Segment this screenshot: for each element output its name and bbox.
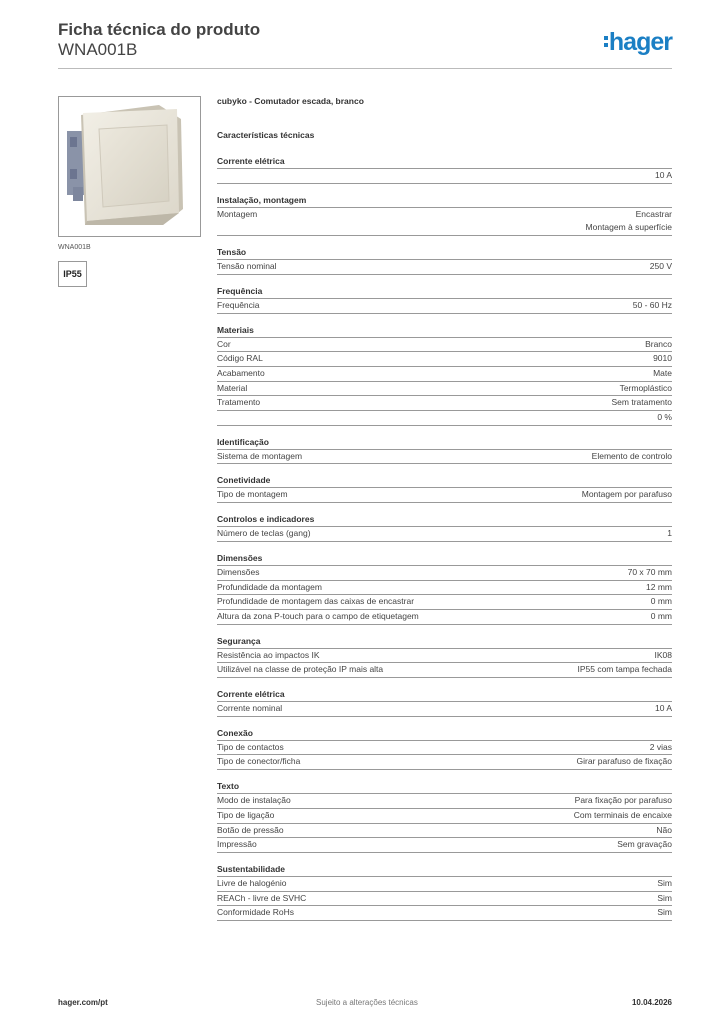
spec-value-line: 12 mm [646,581,672,592]
spec-row [217,892,672,907]
spec-value-line: 250 V [649,261,672,272]
spec-label: Utilizável na classe de proteção IP mais alta [217,664,384,675]
spec-label: Impressão [217,839,257,850]
spec-value [586,208,672,235]
spec-label: Corrente nominal [217,703,283,714]
spec-label: Acabamento [217,367,265,378]
spec-value-line: Sim [657,892,672,903]
section-title: Conetividade [217,475,672,488]
logo-dots-icon [604,33,608,50]
header-divider [58,68,672,69]
spec-label: Montagem [217,208,258,219]
spec-value [633,299,672,313]
spec-row [217,838,672,853]
spec-value-line: Mate [653,367,672,378]
footer-notice: Sujeito a alterações técnicas [316,998,418,1007]
spec-label: Profundidade de montagem das caixas de encastrar [217,596,415,607]
tech-characteristics-heading: Características técnicas [217,130,315,140]
spec-sections [217,156,672,921]
spec-value [653,352,672,366]
spec-value [657,411,672,425]
footer-website[interactable]: hager.com/pt [58,998,108,1007]
spec-row [217,906,672,921]
spec-row [217,299,672,314]
image-caption: WNA001B [58,244,91,251]
spec-section [217,553,672,625]
spec-label: Botão de pressão [217,824,284,835]
spec-section [217,156,672,184]
spec-label: Material [217,382,248,393]
spec-value [575,794,672,808]
spec-label: Tipo de ligação [217,809,275,820]
spec-row [217,208,672,236]
section-title: Materiais [217,325,672,338]
spec-value [612,396,672,410]
spec-value [651,610,672,624]
spec-label: Tipo de contactos [217,741,284,752]
spec-row [217,809,672,824]
spec-row [217,396,672,411]
spec-label: Sistema de montagem [217,450,303,461]
spec-value-line: Montagem por parafuso [581,489,672,500]
spec-value [651,595,672,609]
spec-value-line: Com terminais de encaixe [573,809,672,820]
section-title: Instalação, montagem [217,195,672,208]
spec-label: Cor [217,338,231,349]
spec-section [217,195,672,236]
spec-value-line: 0 mm [650,610,672,621]
spec-value-line: 10 A [654,703,672,714]
spec-value-line: 1 [667,528,672,539]
spec-value [592,450,672,464]
spec-label: Modo de instalação [217,795,291,806]
spec-row [217,411,672,426]
spec-value-line: Sim [657,907,672,918]
spec-section [217,514,672,542]
spec-value [577,755,672,769]
section-title: Dimensões [217,553,672,566]
spec-row [217,367,672,382]
spec-row [217,169,672,184]
spec-row [217,649,672,664]
spec-value-line: 2 vias [649,741,672,752]
spec-value [655,702,672,716]
spec-label: Tipo de conector/ficha [217,756,301,767]
spec-value-line: Para fixação por parafuso [574,795,672,806]
spec-value [653,367,672,381]
spec-row [217,450,672,465]
section-title: Controlos e indicadores [217,514,672,527]
spec-row [217,663,672,678]
spec-row [217,877,672,892]
spec-section [217,689,672,717]
spec-section [217,286,672,314]
spec-value-line: Sem tratamento [611,397,672,408]
spec-label: Código RAL [217,353,263,364]
section-title: Frequência [217,286,672,299]
spec-value [655,169,672,183]
product-name: cubyko - Comutador escada, branco [217,96,364,106]
spec-section [217,247,672,275]
spec-row [217,595,672,610]
spec-value [657,906,672,920]
spec-label: Tipo de montagem [217,489,288,500]
section-title: Tensão [217,247,672,260]
page-header [58,20,672,70]
section-title: Identificação [217,437,672,450]
spec-value [657,892,672,906]
spec-value [574,809,672,823]
product-image [58,96,201,237]
spec-value [655,649,673,663]
spec-row [217,741,672,756]
spec-content [217,96,672,932]
spec-label [217,169,655,183]
spec-row [217,488,672,503]
spec-value-line: Branco [645,338,672,349]
spec-value-line: Encastrar [635,208,672,219]
spec-value [645,338,672,352]
spec-value-line: Montagem à superfície [585,222,672,233]
spec-row [217,352,672,367]
spec-value-line: Sim [657,877,672,888]
spec-section [217,781,672,853]
spec-label: Conformidade RoHs [217,907,295,918]
spec-value-line: 70 x 70 mm [627,566,672,577]
section-title: Conexão [217,728,672,741]
spec-section [217,864,672,921]
spec-value [628,566,672,580]
section-title: Sustentabilidade [217,864,672,877]
section-title: Segurança [217,636,672,649]
spec-value-line: 0 % [657,412,672,423]
spec-value [620,382,672,396]
spec-section [217,475,672,503]
spec-row [217,260,672,275]
spec-section [217,325,672,426]
footer-date: 10.04.2026 [631,998,672,1007]
spec-row [217,610,672,625]
spec-value-line: Não [656,824,672,835]
brand-logo[interactable] [604,28,672,57]
spec-label: Profundidade da montagem [217,581,322,592]
spec-value-line: Sem gravação [617,839,672,850]
spec-section [217,437,672,465]
spec-row [217,824,672,839]
spec-label: Livre de halogénio [217,877,287,888]
spec-row [217,338,672,353]
spec-value-line: 9010 [653,353,672,364]
spec-value-line: 0 mm [650,596,672,607]
spec-value [582,488,672,502]
spec-label: Resistência ao impactos IK [217,649,320,660]
spec-label: Número de teclas (gang) [217,528,311,539]
ip-rating-badge: IP55 [58,261,87,287]
spec-section [217,636,672,678]
spec-label: REACh - livre de SVHC [217,892,307,903]
spec-row [217,566,672,581]
spec-row [217,527,672,542]
product-code: WNA001B [58,40,138,59]
spec-value-line: 10 A [654,170,672,180]
spec-label: Frequência [217,299,260,310]
spec-label: Tratamento [217,397,261,408]
spec-value-line: Elemento de controlo [591,450,672,461]
spec-row [217,702,672,717]
spec-value-line: 50 - 60 Hz [632,299,672,310]
spec-value [617,838,672,852]
spec-value-line: IK08 [654,649,672,660]
spec-row [217,794,672,809]
spec-row [217,581,672,596]
section-title: Texto [217,781,672,794]
spec-value [646,581,672,595]
section-title: Corrente elétrica [217,156,672,169]
spec-value [667,527,672,541]
spec-label: Dimensões [217,566,260,577]
spec-value [650,260,672,274]
spec-value-line: Girar parafuso de fixação [576,756,672,767]
spec-row [217,382,672,397]
spec-label: Altura da zona P-touch para o campo de etiquetagem [217,610,419,621]
spec-value [577,663,672,677]
spec-section [217,728,672,770]
page-title: Ficha técnica do produto [58,20,261,39]
spec-value [657,877,672,891]
spec-value-line: IP55 com tampa fechada [577,664,672,675]
spec-value [650,741,672,755]
section-title: Corrente elétrica [217,689,672,702]
logo-text: hager [608,28,672,56]
spec-label [217,411,657,425]
switch-product-icon [59,97,200,236]
spec-row [217,755,672,770]
spec-label: Tensão nominal [217,261,277,272]
spec-value-line: Termoplástico [619,382,672,393]
spec-value [656,824,672,838]
